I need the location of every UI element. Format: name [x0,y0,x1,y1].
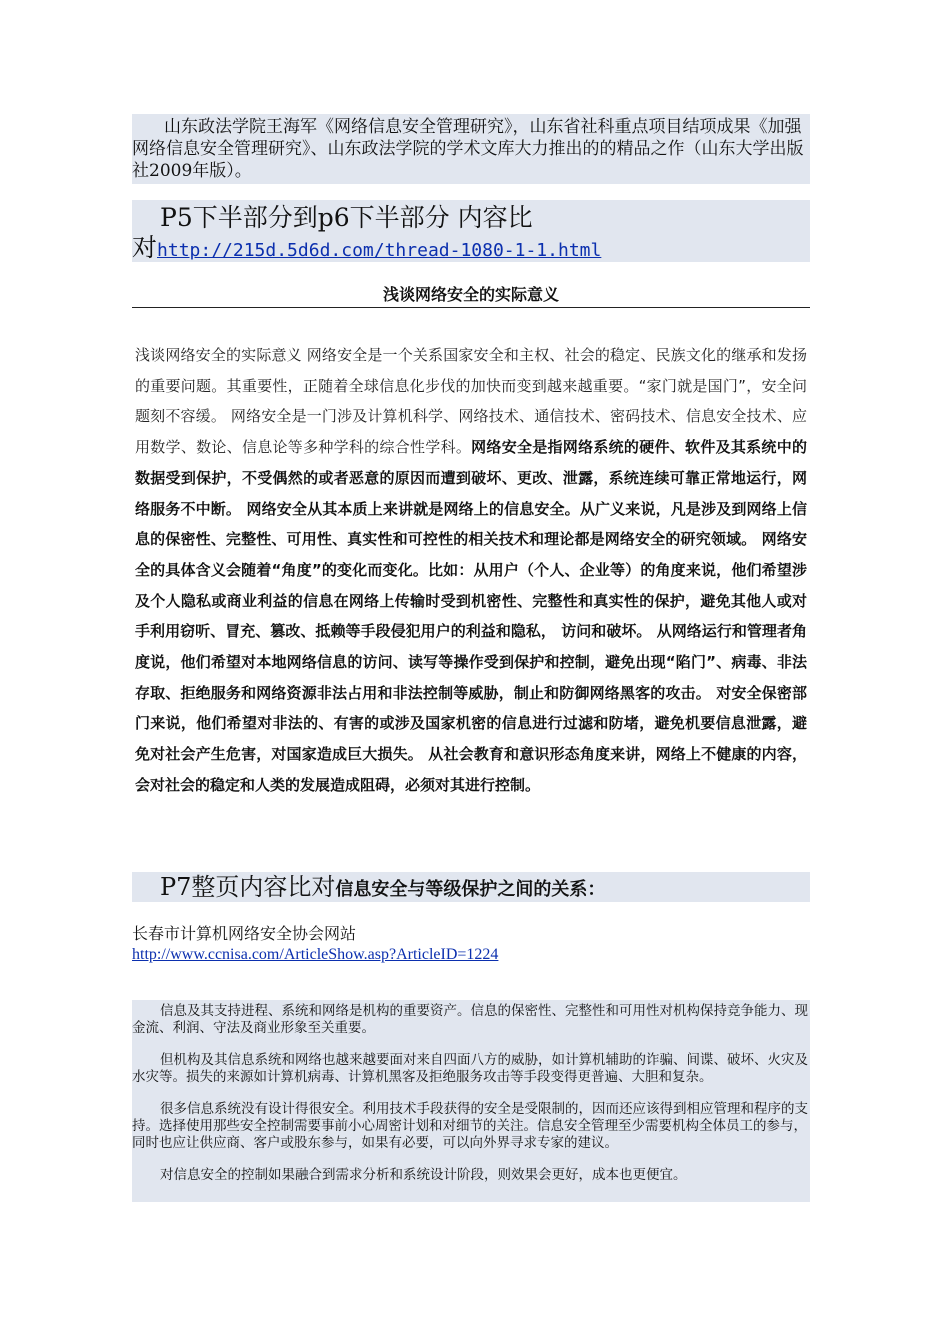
intro-text: 山东政法学院王海军《网络信息安全管理研究》，山东省社科重点项目结项成果《加强网络信息安全管理研究》、山东政法学院的学术文库大力推出的的精品之作（山东大学出版社2009年版）。 [132,117,804,181]
bottom-paragraph-1: 信息及其支持进程、系统和网络是机构的重要资产。信息的保密性、完整性和可用性对机构保持竞争能力、现金流、利润、守法及商业形象至关重要。 [132,1003,808,1036]
p5-heading-prefix: 对 [132,233,158,262]
intro-block [132,114,810,184]
article-body [135,340,807,801]
article-normal-text: 浅谈网络安全的实际意义 网络安全是一个关系国家安全和主权、社会的稳定、民族文化的继承和发扬的重要问题。其重要性，正随着全球信息化步伐的加快而变到越来越重要。“家门就是国门”，安全问题刻不容缓。 网络安全是一门涉及计算机科学、网络技术、通信技术、密码技术、信息安全技术、应用数学、数论、信息论等多种学科的综合性学科。 [135,346,807,457]
p5-heading-line2 [132,234,601,265]
bottom-paragraph-4: 对信息安全的控制如果融合到需求分析和系统设计阶段，则效果会更好，成本也更便宜。 [160,1167,687,1183]
source-link[interactable]: http://www.ccnisa.com/ArticleShow.asp?ArticleID=1224 [132,946,499,963]
bottom-paragraph-3: 很多信息系统没有设计得很安全。利用技术手段获得的安全是受限制的，因而还应该得到相应管理和程序的支持。选择使用那些安全控制需要事前小心周密计划和对细节的关注。信息安全管理至少需要机构全体员工的参与，同时也应让供应商、客户或股东参与，如果有必要，可以向外界寻求专家的建议。 [132,1101,808,1151]
article-bold-text: 网络安全是指网络系统的硬件、软件及其系统中的数据受到保护，不受偶然的或者恶意的原因而遭到破坏、更改、泄露，系统连续可靠正常地运行，网络服务不中断。 网络安全从其本质上来讲就是网络上的信息安全。从广义来说，凡是涉及到网络上信息的保密性、完整性、可用性、真实性和可控性的相关技术和理论都是网络安全的研究领域。 网络安全的具体含义会随着“角度”的变化而变化。比如：从用户（个人、企业等）的角度来说，他们希望涉及个人隐私或商业利益的信息在网络上传输时受到机密性、完整性和真实性的保护，避免其他人或对手利用窃听、冒充、篡改、抵赖等手段侵犯用户的利益和隐私， 访问和破坏。 从网络运行和管理者角度说，他们希望对本地网络信息的访问、读写等操作受到保护和控制，避免出现“陷门”、病毒、非法存取、拒绝服务和网络资源非法占用和非法控制等威胁，制止和防御网络黑客的攻击。 对安全保密部门来说，他们希望对非法的、有害的或涉及国家机密的信息进行过滤和防堵，避免机要信息泄露，避免对社会产生危害，对国家造成巨大损失。 从社会教育和意识形态角度来讲，网络上不健康的内容，会对社会的稳定和人类的发展造成阻碍，必须对其进行控制。 [135,438,807,794]
bottom-paragraph-2: 但机构及其信息系统和网络也越来越要面对来自四面八方的威胁，如计算机辅助的诈骗、间谍、破坏、火灾及水灾等。损失的来源如计算机病毒、计算机黑客及拒绝服务攻击等手段变得更普遍、大胆和复杂。 [132,1052,808,1085]
article-title-block [132,285,810,308]
p5-source-link[interactable]: http://215d.5d6d.com/thread-1080-1-1.html [157,240,602,261]
bottom-quote-block [132,1000,810,1202]
p5-heading-line1: P5下半部分到p6下半部分 内容比 [160,203,533,232]
p7-heading [160,872,605,905]
source-name: 长春市计算机网络安全协会网站 [132,924,357,943]
p7-heading-main: P7整页内容比对 [160,873,336,901]
p7-heading-block [132,872,810,902]
p7-heading-sub: 信息安全与等级保护之间的关系： [335,879,606,900]
p5-heading-block [132,200,810,262]
source-block [132,924,810,965]
article-title: 浅谈网络安全的实际意义 [382,285,559,304]
